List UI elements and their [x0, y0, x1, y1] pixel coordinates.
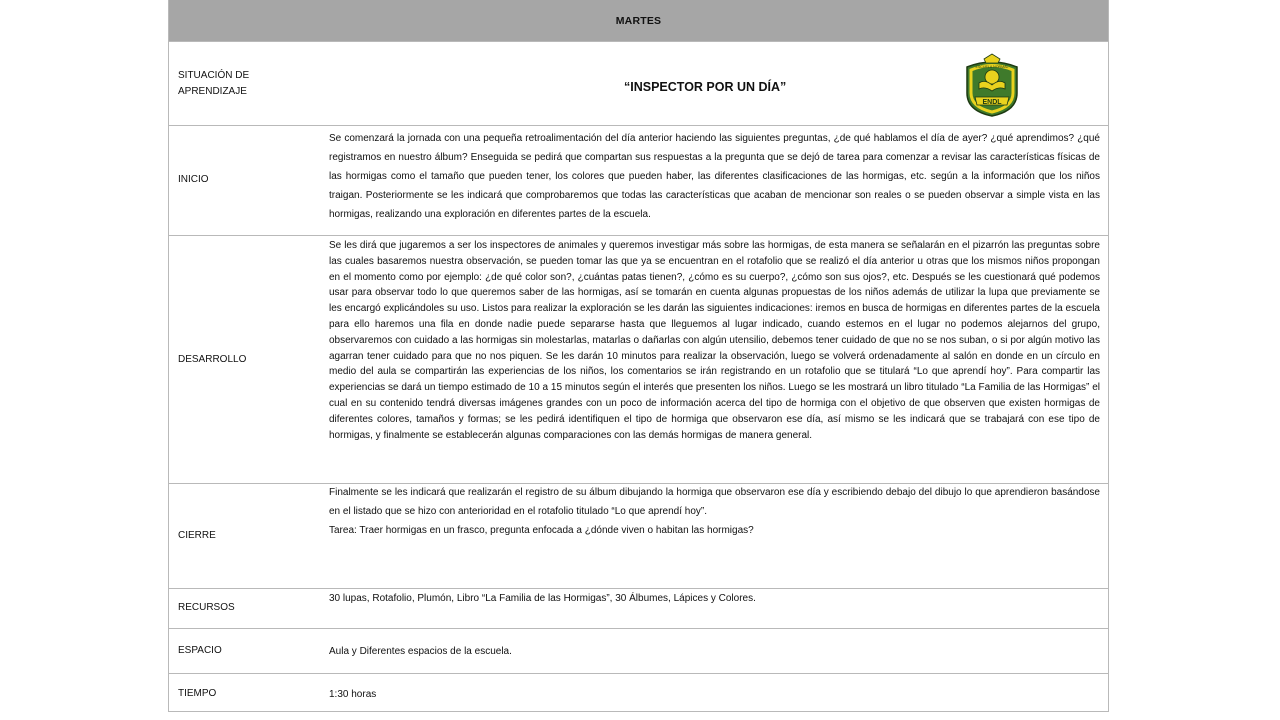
day-title: MARTES: [615, 14, 662, 27]
lesson-plan-table: [168, 0, 1109, 712]
espacio-label: ESPACIO: [178, 645, 222, 656]
cierre-label: CIERRE: [178, 530, 216, 541]
logo-ring-text: ESCUELA NORMAL: [975, 65, 1009, 69]
situacion-row: [169, 41, 1108, 125]
recursos-row: [169, 588, 1108, 628]
tiempo-label: TIEMPO: [178, 688, 217, 699]
recursos-text: 30 lupas, Rotafolio, Plumón, Libro “La Familia de las Hormigas”, 30 Álbumes, Lápices y Colores.: [329, 593, 756, 604]
inicio-row: [169, 125, 1108, 235]
cierre-paragraph: Finalmente se les indicará que realizarán el registro de su álbum dibujando la hormiga que observaron ese día y escribiendo debajo del dibujo lo que aprendieron basándose en el listado que se hizo con anterioridad en el rotafolio titulado “Lo que aprendí hoy”.: [329, 487, 1100, 517]
cierre-text: [329, 483, 1100, 540]
desarrollo-text: [329, 238, 1100, 443]
cierre-row: [169, 483, 1108, 588]
situacion-label: SITUACIÓN DE APRENDIZAJE: [178, 70, 250, 97]
desarrollo-paragraph: Se les dirá que jugaremos a ser los inspectores de animales y queremos investigar más sobre las hormigas, de esta manera se señalarán en el pizarrón las preguntas sobre las cuales basaremos nuestra observación, se pueden tomar las que ya se encuentran en el rotafolio que se realizó el día anterior u otras que los mismos niños propongan en el momento como por ejemplo: ¿de qué color son?, ¿cuántas patas tienen?, ¿cómo es su cuerpo?, ¿cómo son sus ojos?, etc. Después se les cuestionará qué podemos usar para observar todo lo que queremos saber de las hormigas, así se tomarán en cuenta algunas propuestas de los niños además de utilizar la lupa que previamente se les encargó explicándoles su uso. Listos para realizar la exploración se les darán las siguientes indicaciones: iremos en busca de hormigas en diferentes partes de la escuela para ello haremos una fila en donde nadie puede separarse hasta que lleguemos al lugar indicado, cuando estemos en el lugar no podemos alejarnos del grupo, observaremos con cuidado a las hormigas sin molestarlas, matarlas o dañarlas con algún utensilio, debemos tener cuidado de que no se nos suban, o si por algún motivo las agarran tener cuidado para que no nos piquen. Se les darán 10 minutos para realizar la observación, luego se volverá ordenadamente al salón en donde en un círculo en medio del aula se compartirán las experiencias de los niños, los comentarios se irán registrando en un rotafolio que se titulará “Lo que aprendí hoy”. Para compartir las experiencias se dará un tiempo estimado de 10 a 15 minutos según el interés que presenten los niños. Luego se les mostrará un libro titulado “La Familia de las Hormigas” el cual en su contenido tendrá diversas imágenes grandes con un poco de información acerca del tipo de hormiga con el objetivo de que observen que existen hormigas de diferentes colores, tamaños y formas; se les pedirá identifiquen el tipo de hormiga que observaron ese día, así mismo se les indicará que se trabajará con ese tipo de hormigas, y finalmente se establecerán algunas comparaciones con las demás hormigas de manera general.: [329, 240, 1100, 441]
cierre-tarea: Tarea: Traer hormigas en un frasco, pregunta enfocada a ¿dónde viven o habitan las hormigas?: [329, 525, 754, 536]
day-header-row: [169, 0, 1108, 41]
desarrollo-row: [169, 235, 1108, 483]
logo-text: ENDL: [982, 99, 1002, 106]
espacio-text: Aula y Diferentes espacios de la escuela.: [329, 646, 512, 657]
desarrollo-label: DESARROLLO: [178, 354, 247, 365]
tiempo-row: [169, 673, 1108, 711]
espacio-row: [169, 628, 1108, 673]
inicio-label: INICIO: [178, 174, 209, 185]
inicio-text: [329, 129, 1100, 224]
recursos-label: RECURSOS: [178, 602, 235, 613]
inicio-paragraph: Se comenzará la jornada con una pequeña retroalimentación del día anterior haciendo las siguientes preguntas, ¿de qué hablamos el día de ayer? ¿qué aprendimos? ¿qué registramos en nuestro álbum? Enseguida se pedirá que compartan sus respuestas a la pregunta que se dejó de tarea para comenzar a revisar las características físicas de las hormigas como el tamaño que pueden tener, los colores que pueden haber, las diferentes clasificaciones de las hormigas, etc. según a la información que los niños traigan. Posteriormente se les indicará que comprobaremos que todas las características que acaban de mencionar son reales o se pueden observar a simple vista en las hormigas, realizando una exploración en diferentes partes de la escuela.: [329, 133, 1100, 220]
school-logo: [959, 53, 1025, 119]
situation-title: “INSPECTOR POR UN DÍA”: [624, 80, 787, 94]
tiempo-text: 1:30 horas: [329, 689, 377, 700]
